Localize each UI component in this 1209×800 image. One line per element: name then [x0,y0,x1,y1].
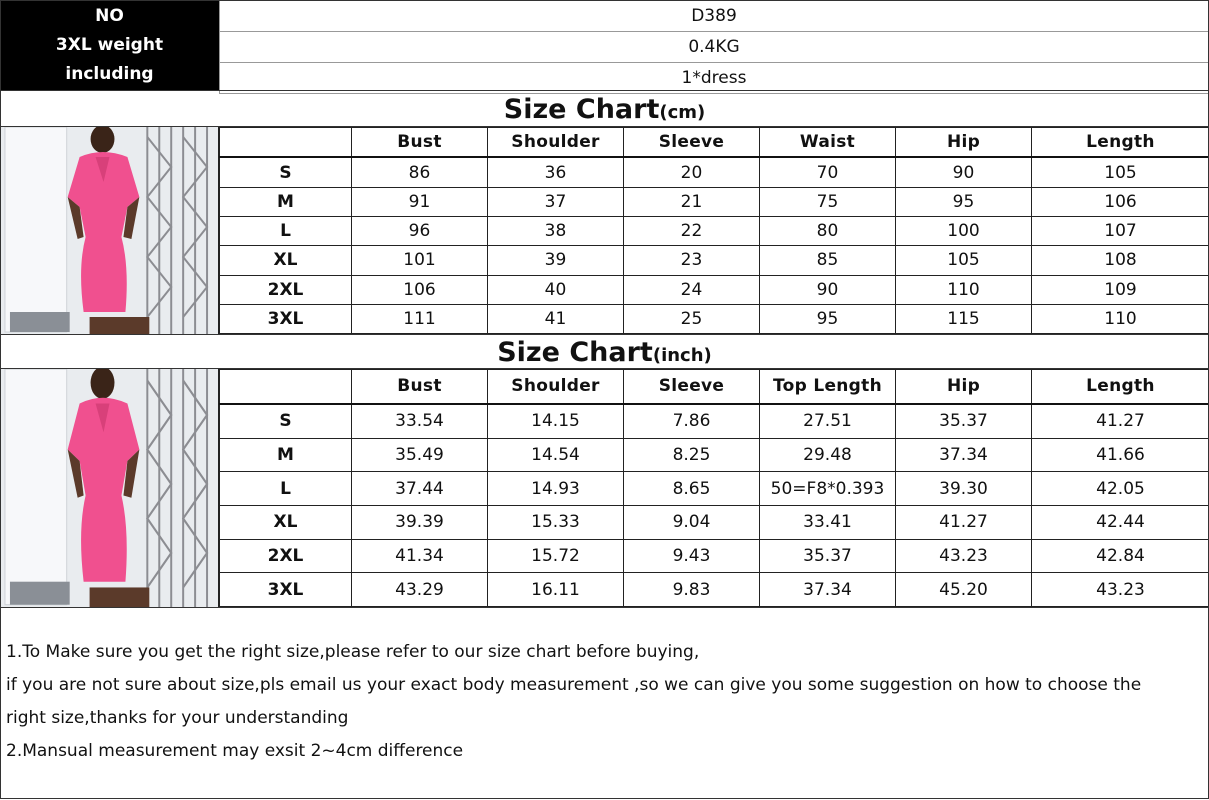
column-header-shoulder: Shoulder [488,370,624,404]
size-chart-inch-unit: (inch) [652,345,712,366]
info-label-weight: 3XL weight [55,34,164,55]
measurement-cell: 105 [1032,157,1209,187]
column-header-bust: Bust [352,128,488,158]
measurement-cell: 8.65 [624,472,760,506]
table-row [220,304,1209,333]
measurement-cell: 41 [488,304,624,333]
measurement-cell: 29.48 [760,438,896,472]
measurement-cell: 39 [488,246,624,275]
measurement-cell: 16.11 [488,573,624,607]
table-header-row [220,128,1209,158]
measurement-cell: 42.05 [1032,472,1209,506]
measurement-cell: 115 [896,304,1032,333]
size-label-cell: S [220,404,352,438]
measurement-cell: 39.30 [896,472,1032,506]
measurement-cell: 42.84 [1032,539,1209,573]
table-row [220,506,1209,540]
measurement-cell: 50=F8*0.393 [760,472,896,506]
measurement-cell: 110 [1032,304,1209,333]
table-row [220,275,1209,304]
size-label-cell: 3XL [220,304,352,333]
note-line: 1.To Make sure you get the right size,please refer to our size chart before buying, [6,642,700,662]
note-line: 2.Mansual measurement may exsit 2~4cm difference [6,741,464,761]
measurement-cell: 22 [624,217,760,246]
measurement-cell: 25 [624,304,760,333]
table-row [220,472,1209,506]
measurement-cell: 85 [760,246,896,275]
measurement-cell: 15.72 [488,539,624,573]
measurement-cell: 86 [352,157,488,187]
size-chart-inch-heading: Size Chart [497,337,653,368]
measurement-cell: 41.66 [1032,438,1209,472]
measurement-cell: 111 [352,304,488,333]
size-chart-inch-title [0,334,1209,369]
info-label-no: NO [95,6,124,27]
column-header-top-length: Top Length [760,370,896,404]
measurement-cell: 24 [624,275,760,304]
column-header-length: Length [1032,370,1209,404]
measurement-cell: 9.43 [624,539,760,573]
measurement-cell: 37.34 [896,438,1032,472]
size-label-cell: 3XL [220,573,352,607]
size-chart-cm-unit: (cm) [659,102,706,123]
size-label-cell: 2XL [220,275,352,304]
measurement-cell: 91 [352,187,488,216]
measurement-cell: 43.29 [352,573,488,607]
info-label-block [0,0,219,90]
measurement-cell: 35.37 [760,539,896,573]
measurement-cell: 90 [896,157,1032,187]
table-row [220,246,1209,275]
column-header-sleeve: Sleeve [624,128,760,158]
table-row [220,438,1209,472]
measurement-cell: 40 [488,275,624,304]
measurement-cell: 105 [896,246,1032,275]
info-value-model: D389 [220,1,1209,32]
measurement-cell: 41.34 [352,539,488,573]
measurement-cell: 95 [760,304,896,333]
size-chart-cm-title [0,90,1209,127]
measurement-cell: 45.20 [896,573,1032,607]
column-header-sleeve: Sleeve [624,370,760,404]
column-header-size [220,370,352,404]
divider [0,607,1209,608]
measurement-cell: 38 [488,217,624,246]
size-chart-cm-table [219,127,1209,334]
measurement-cell: 9.83 [624,573,760,607]
column-header-hip: Hip [896,370,1032,404]
size-chart-cm-heading: Size Chart [503,94,660,125]
measurement-cell: 23 [624,246,760,275]
table-header-row [220,370,1209,404]
size-label-cell: L [220,472,352,506]
measurement-cell: 37 [488,187,624,216]
measurement-cell: 21 [624,187,760,216]
table-row [220,187,1209,216]
measurement-cell: 41.27 [896,506,1032,540]
size-chart-inch-table [219,369,1209,607]
measurement-cell: 35.37 [896,404,1032,438]
measurement-cell: 106 [352,275,488,304]
size-label-cell: M [220,438,352,472]
table-row [220,539,1209,573]
measurement-cell: 43.23 [896,539,1032,573]
measurement-cell: 14.93 [488,472,624,506]
measurement-cell: 14.15 [488,404,624,438]
measurement-cell: 39.39 [352,506,488,540]
note-line: right size,thanks for your understanding [6,708,349,728]
measurement-cell: 90 [760,275,896,304]
info-value-table [219,0,1209,94]
column-header-shoulder: Shoulder [488,128,624,158]
info-value-including: 1*dress [220,63,1209,94]
measurement-cell: 107 [1032,217,1209,246]
measurement-cell: 80 [760,217,896,246]
measurement-cell: 95 [896,187,1032,216]
column-header-waist: Waist [760,128,896,158]
measurement-cell: 70 [760,157,896,187]
dress-photo-cm [0,127,219,334]
measurement-cell: 7.86 [624,404,760,438]
measurement-cell: 43.23 [1032,573,1209,607]
size-label-cell: M [220,187,352,216]
measurement-cell: 37.34 [760,573,896,607]
size-label-cell: 2XL [220,539,352,573]
table-row [220,573,1209,607]
column-header-bust: Bust [352,370,488,404]
measurement-cell: 8.25 [624,438,760,472]
measurement-cell: 20 [624,157,760,187]
measurement-cell: 41.27 [1032,404,1209,438]
table-row [220,217,1209,246]
note-line: if you are not sure about size,pls email us your exact body measurement ,so we can give you some suggestion on how to choose the [6,675,1142,695]
measurement-cell: 109 [1032,275,1209,304]
column-header-size [220,128,352,158]
info-label-including: including [65,63,154,84]
size-label-cell: S [220,157,352,187]
info-value-weight: 0.4KG [220,32,1209,63]
size-notes [6,636,1201,768]
table-row [220,157,1209,187]
measurement-cell: 100 [896,217,1032,246]
measurement-cell: 42.44 [1032,506,1209,540]
measurement-cell: 110 [896,275,1032,304]
column-header-hip: Hip [896,128,1032,158]
measurement-cell: 106 [1032,187,1209,216]
measurement-cell: 37.44 [352,472,488,506]
dress-model-image [0,369,218,607]
size-label-cell: XL [220,246,352,275]
measurement-cell: 14.54 [488,438,624,472]
size-label-cell: XL [220,506,352,540]
measurement-cell: 35.49 [352,438,488,472]
measurement-cell: 101 [352,246,488,275]
measurement-cell: 108 [1032,246,1209,275]
measurement-cell: 33.41 [760,506,896,540]
dress-model-image [0,127,218,334]
measurement-cell: 15.33 [488,506,624,540]
measurement-cell: 9.04 [624,506,760,540]
measurement-cell: 75 [760,187,896,216]
size-label-cell: L [220,217,352,246]
table-row [220,404,1209,438]
dress-photo-inch [0,369,219,607]
measurement-cell: 27.51 [760,404,896,438]
measurement-cell: 36 [488,157,624,187]
measurement-cell: 33.54 [352,404,488,438]
column-header-length: Length [1032,128,1209,158]
measurement-cell: 96 [352,217,488,246]
